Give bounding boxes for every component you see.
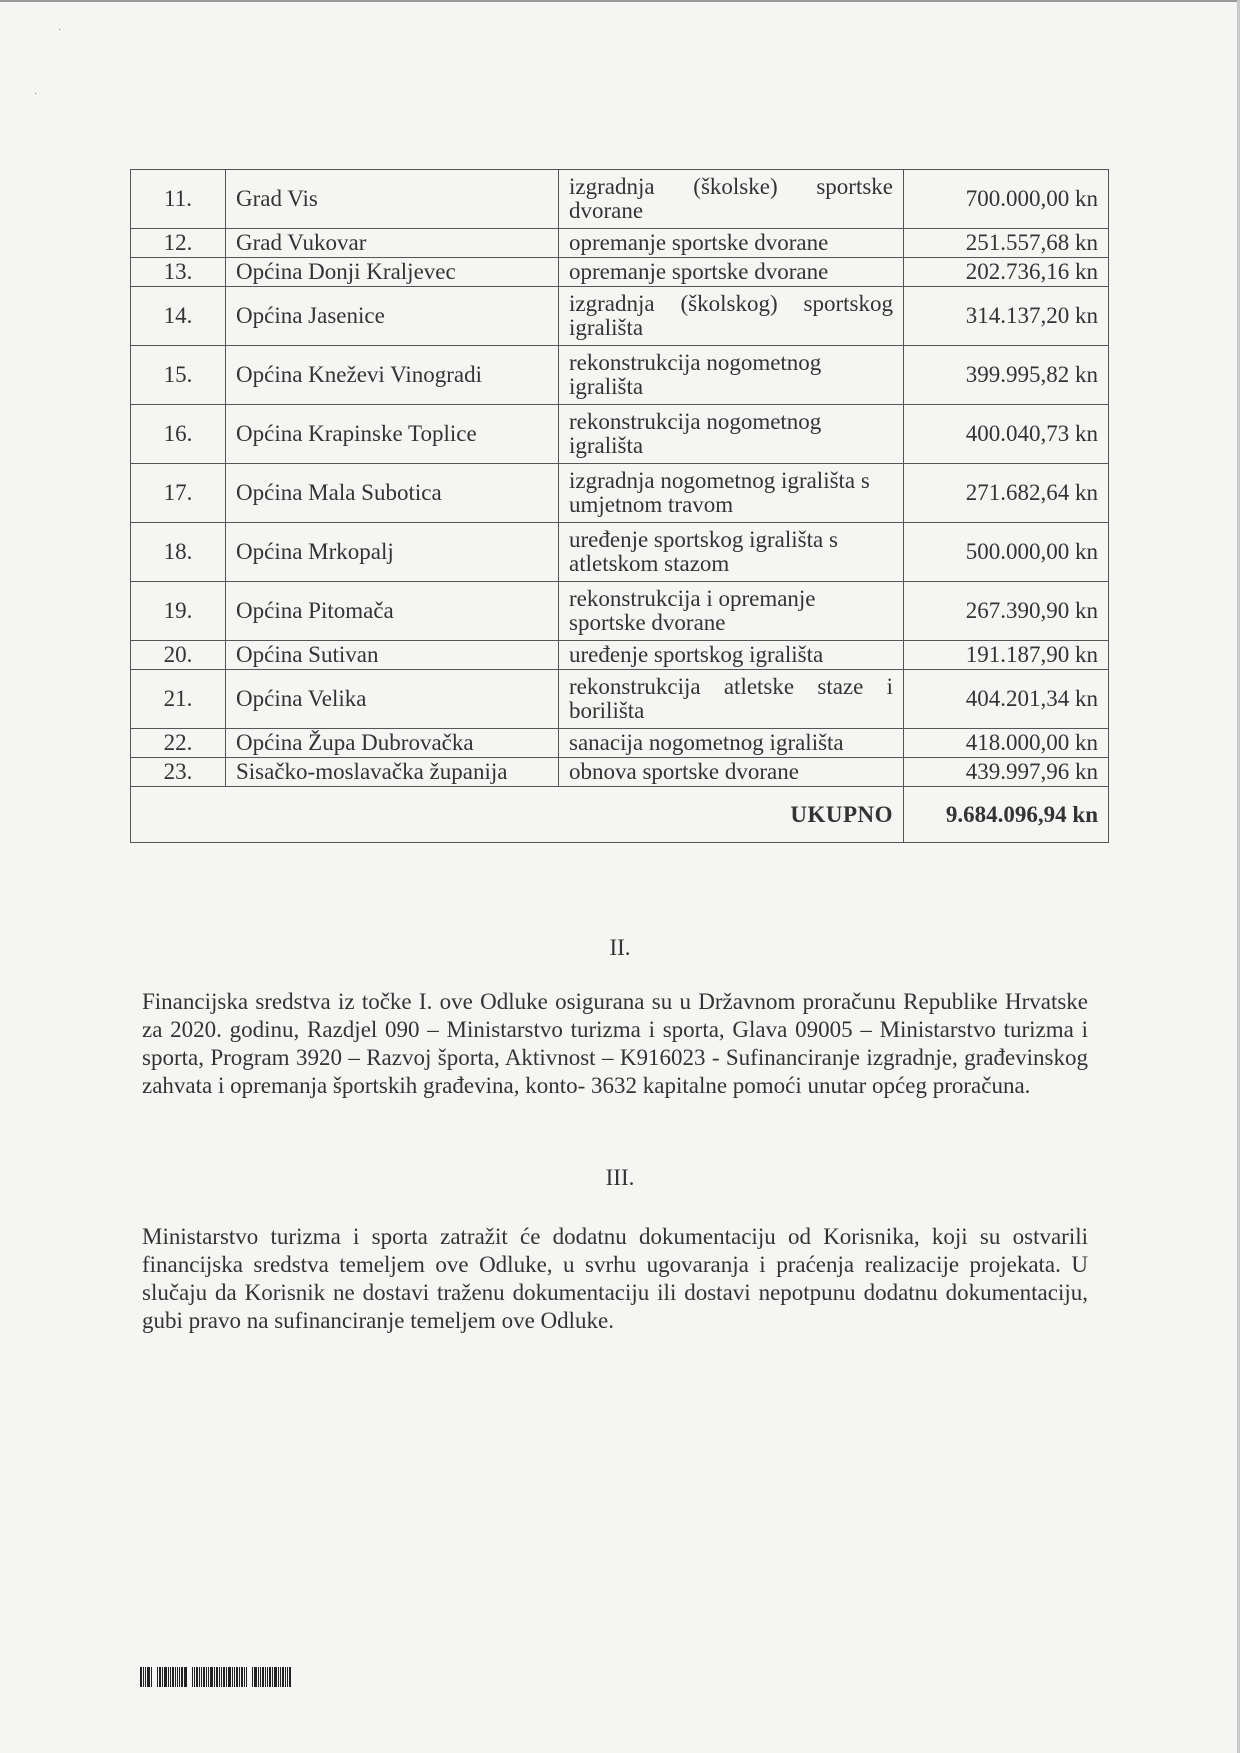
row-number: 12. bbox=[131, 229, 226, 258]
row-number: 19. bbox=[131, 582, 226, 641]
table-row bbox=[131, 170, 1109, 229]
barcode-bar bbox=[285, 1667, 286, 1687]
beneficiary-name: Općina Velika bbox=[226, 670, 559, 729]
barcode-bar bbox=[254, 1667, 257, 1687]
table-row bbox=[131, 641, 1109, 670]
barcode-bar bbox=[168, 1667, 169, 1687]
table-row bbox=[131, 464, 1109, 523]
barcode-bar bbox=[210, 1667, 213, 1687]
barcode-bar bbox=[287, 1667, 288, 1687]
grant-amount: 251.557,68 kn bbox=[904, 229, 1109, 258]
row-number: 23. bbox=[131, 758, 226, 787]
barcode-bar bbox=[272, 1667, 273, 1687]
table-row bbox=[131, 523, 1109, 582]
page-top-edge bbox=[0, 0, 1240, 2]
barcode-bar bbox=[199, 1667, 200, 1687]
barcode-bar bbox=[184, 1667, 187, 1687]
barcode-bar bbox=[232, 1667, 233, 1687]
grant-amount: 314.137,20 kn bbox=[904, 287, 1109, 346]
beneficiary-name: Općina Jasenice bbox=[226, 287, 559, 346]
grant-amount: 404.201,34 kn bbox=[904, 670, 1109, 729]
barcode-bar bbox=[244, 1667, 245, 1687]
barcode-bar bbox=[265, 1667, 266, 1687]
scan-speck: · bbox=[58, 25, 62, 36]
table-row bbox=[131, 758, 1109, 787]
barcode-bar bbox=[258, 1667, 259, 1687]
grant-amount: 400.040,73 kn bbox=[904, 405, 1109, 464]
barcode-bar bbox=[252, 1667, 253, 1687]
project-purpose: izgradnja (školske) sportske dvorane bbox=[559, 170, 904, 229]
project-purpose: opremanje sportske dvorane bbox=[559, 258, 904, 287]
barcode-bar bbox=[157, 1667, 158, 1687]
beneficiary-name: Općina Krapinske Toplice bbox=[226, 405, 559, 464]
barcode-bar bbox=[226, 1667, 227, 1687]
barcode-bar bbox=[262, 1667, 264, 1687]
section-number-iii: III. bbox=[605, 1165, 635, 1190]
barcode-bar bbox=[208, 1667, 209, 1687]
barcode-bar bbox=[269, 1667, 271, 1687]
barcode-bar bbox=[221, 1667, 222, 1687]
barcode-bar bbox=[241, 1667, 243, 1687]
row-number: 20. bbox=[131, 641, 226, 670]
total-row bbox=[131, 787, 1109, 843]
project-purpose: sanacija nogometnog igrališta bbox=[559, 729, 904, 758]
barcode-bar bbox=[219, 1667, 220, 1687]
grant-amount: 191.187,90 kn bbox=[904, 641, 1109, 670]
beneficiary-name: Općina Mrkopalj bbox=[226, 523, 559, 582]
barcode-bar bbox=[177, 1667, 178, 1687]
project-purpose: rekonstrukcija nogometnog igrališta bbox=[559, 346, 904, 405]
table-row bbox=[131, 258, 1109, 287]
beneficiary-name: Općina Kneževi Vinogradi bbox=[226, 346, 559, 405]
row-number: 21. bbox=[131, 670, 226, 729]
row-number: 13. bbox=[131, 258, 226, 287]
barcode-bar bbox=[179, 1667, 180, 1687]
barcode-bar bbox=[278, 1667, 279, 1687]
project-purpose: obnova sportske dvorane bbox=[559, 758, 904, 787]
beneficiary-name: Sisačko-moslavačka županija bbox=[226, 758, 559, 787]
row-number: 22. bbox=[131, 729, 226, 758]
barcode-bar bbox=[181, 1667, 183, 1687]
scan-speck: · bbox=[34, 89, 38, 100]
grant-amount: 267.390,90 kn bbox=[904, 582, 1109, 641]
row-number: 15. bbox=[131, 346, 226, 405]
beneficiary-name: Općina Donji Kraljevec bbox=[226, 258, 559, 287]
project-purpose: izgradnja nogometnog igrališta s umjetnom travom bbox=[559, 464, 904, 523]
row-number: 11. bbox=[131, 170, 226, 229]
table-row bbox=[131, 670, 1109, 729]
row-number: 17. bbox=[131, 464, 226, 523]
barcode-bar bbox=[164, 1667, 167, 1687]
barcode-bar bbox=[175, 1667, 176, 1687]
grant-amount: 700.000,00 kn bbox=[904, 170, 1109, 229]
table-row bbox=[131, 405, 1109, 464]
barcode-bar bbox=[201, 1667, 202, 1687]
beneficiary-name: Općina Pitomača bbox=[226, 582, 559, 641]
project-purpose: uređenje sportskog igrališta bbox=[559, 641, 904, 670]
grant-amount: 418.000,00 kn bbox=[904, 729, 1109, 758]
row-number: 18. bbox=[131, 523, 226, 582]
grant-amount: 271.682,64 kn bbox=[904, 464, 1109, 523]
barcode-bar bbox=[203, 1667, 205, 1687]
barcode-bar bbox=[267, 1667, 268, 1687]
grant-amount: 500.000,00 kn bbox=[904, 523, 1109, 582]
barcode-bar bbox=[274, 1667, 277, 1687]
barcode-bar bbox=[260, 1667, 261, 1687]
barcode-bar bbox=[143, 1667, 144, 1687]
section-ii-paragraph: Financijska sredstva iz točke I. ove Odluke osigurana su u Državnom proračunu Republike Hrvatske za 2020. godinu, Razdjel 090 – Ministarstvo turizma i sporta, Glava 09005 – Ministarstvo turizma i sporta, Program 3920 – Razvoj športa, Aktivnost – K916023 - Sufinanciranje izgradnje, građevinskog zahvata i opremanja športskih građevina, konto- 3632 kapitalne pomoći unutar općeg proračuna. bbox=[142, 989, 1088, 1098]
barcode-bar bbox=[216, 1667, 218, 1687]
barcode-bar bbox=[246, 1667, 247, 1687]
table-row bbox=[131, 582, 1109, 641]
section-number-ii: II. bbox=[609, 935, 631, 960]
beneficiary-name: Općina Mala Subotica bbox=[226, 464, 559, 523]
grant-amount: 439.997,96 kn bbox=[904, 758, 1109, 787]
row-number: 14. bbox=[131, 287, 226, 346]
barcode-icon bbox=[140, 1667, 336, 1687]
barcode-bar bbox=[151, 1667, 152, 1687]
barcode-bar bbox=[214, 1667, 215, 1687]
project-purpose: rekonstrukcija atletske staze i borilišta bbox=[559, 670, 904, 729]
barcode-bar bbox=[223, 1667, 225, 1687]
barcode-bar bbox=[170, 1667, 171, 1687]
grant-amount: 202.736,16 kn bbox=[904, 258, 1109, 287]
grants-table bbox=[130, 169, 1109, 843]
barcode-bar bbox=[206, 1667, 207, 1687]
table-row bbox=[131, 229, 1109, 258]
barcode-bar bbox=[196, 1667, 198, 1687]
table-row bbox=[131, 287, 1109, 346]
project-purpose: izgradnja (školskog) sportskog igrališta bbox=[559, 287, 904, 346]
table-row bbox=[131, 729, 1109, 758]
barcode-bar bbox=[192, 1667, 193, 1687]
total-label: UKUPNO bbox=[131, 787, 904, 843]
total-value: 9.684.096,94 kn bbox=[904, 787, 1109, 843]
project-purpose: opremanje sportske dvorane bbox=[559, 229, 904, 258]
barcode-bar bbox=[140, 1667, 142, 1687]
barcode-bar bbox=[145, 1667, 146, 1687]
project-purpose: rekonstrukcija nogometnog igrališta bbox=[559, 405, 904, 464]
section-iii-paragraph: Ministarstvo turizma i sporta zatražit će dodatnu dokumentaciju od Korisnika, koji su ostvarili financijska sredstva temeljem ove Odluke, u svrhu ugovaranja i praćenja realizacije projekata. U slučaju da Korisnik ne dostavi traženu dokumentaciju ili dostavi nepotpunu dodatnu dokumentaciju, gubi pravo na sufinanciranje temeljem ove Odluke. bbox=[142, 1224, 1088, 1333]
barcode-bar bbox=[172, 1667, 174, 1687]
project-purpose: rekonstrukcija i opremanje sportske dvorane bbox=[559, 582, 904, 641]
barcode-bar bbox=[282, 1667, 284, 1687]
beneficiary-name: Grad Vis bbox=[226, 170, 559, 229]
row-number: 16. bbox=[131, 405, 226, 464]
project-purpose: uređenje sportskog igrališta s atletskom stazom bbox=[559, 523, 904, 582]
barcode-bar bbox=[236, 1667, 238, 1687]
barcode-bar bbox=[234, 1667, 235, 1687]
barcode-bar bbox=[239, 1667, 240, 1687]
barcode-bar bbox=[159, 1667, 161, 1687]
beneficiary-name: Općina Sutivan bbox=[226, 641, 559, 670]
beneficiary-name: Grad Vukovar bbox=[226, 229, 559, 258]
beneficiary-name: Općina Župa Dubrovačka bbox=[226, 729, 559, 758]
barcode-bar bbox=[162, 1667, 163, 1687]
barcode-bar bbox=[280, 1667, 281, 1687]
barcode-bar bbox=[289, 1667, 291, 1687]
grant-amount: 399.995,82 kn bbox=[904, 346, 1109, 405]
barcode-bar bbox=[147, 1667, 150, 1687]
barcode-bar bbox=[194, 1667, 195, 1687]
table-row bbox=[131, 346, 1109, 405]
barcode-bar bbox=[228, 1667, 231, 1687]
